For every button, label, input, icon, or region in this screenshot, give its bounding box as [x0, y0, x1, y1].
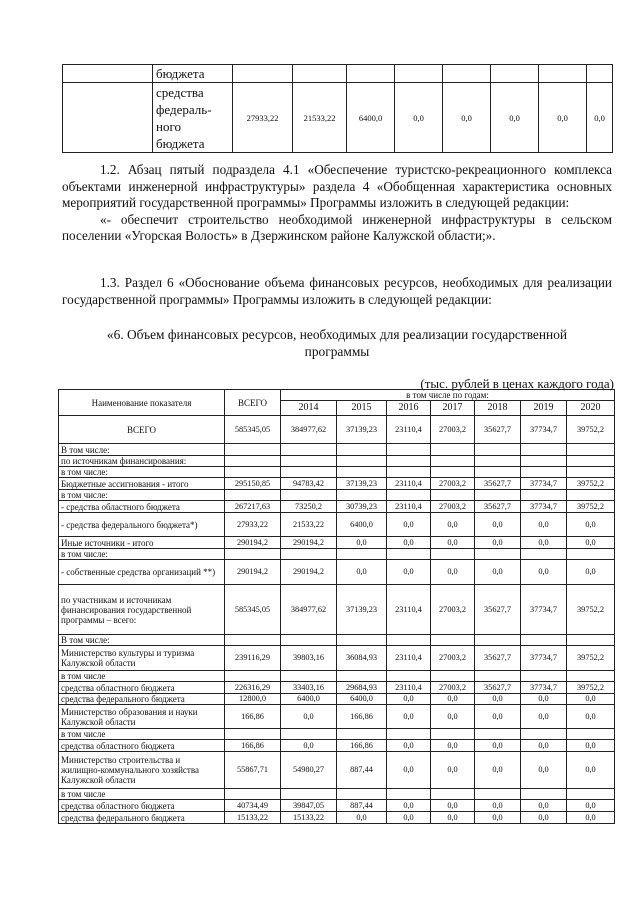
- row-value: [387, 671, 431, 682]
- row-value: 12800,0: [225, 694, 281, 705]
- fragment-row1-label: бюджета: [153, 65, 233, 83]
- table-row: [59, 490, 615, 501]
- row-value: 0,0: [387, 800, 431, 812]
- paragraph-1-2-quote: «- обеспечит строительство необходимой инженерной инфраструктуры в сельском поселении «Угорская Волость» в Дзержинском районе Калужской области;».: [62, 211, 612, 243]
- table-row: [59, 682, 615, 694]
- row-value: 55867,71: [225, 752, 281, 789]
- table-row: [59, 444, 615, 456]
- row-value: 0,0: [337, 537, 387, 549]
- row-value: [521, 789, 567, 800]
- row-value: 295150,85: [225, 478, 281, 490]
- fragment-empty-cell: [63, 65, 153, 83]
- row-value: 0,0: [567, 740, 615, 752]
- row-label: в том числе:: [59, 549, 225, 560]
- row-value: [281, 490, 337, 501]
- row-value: 39752,2: [567, 501, 615, 513]
- row-value: 39752,2: [567, 416, 615, 444]
- row-value: 0,0: [521, 752, 567, 789]
- row-value: 0,0: [567, 537, 615, 549]
- row-label: - собственные средства организаций **): [59, 560, 225, 585]
- table-row: [59, 740, 615, 752]
- row-value: [567, 729, 615, 740]
- row-value: 54980,27: [281, 752, 337, 789]
- row-value: 6400,0: [337, 513, 387, 537]
- row-value: [225, 671, 281, 682]
- row-value: 0,0: [521, 800, 567, 812]
- row-value: [475, 729, 521, 740]
- row-value: 290194,2: [281, 537, 337, 549]
- table-row: [59, 671, 615, 682]
- row-value: [475, 444, 521, 456]
- row-value: 0,0: [521, 513, 567, 537]
- table-row: [59, 560, 615, 585]
- row-value: 0,0: [387, 537, 431, 549]
- header-by-years: в том числе по годам:: [281, 390, 615, 401]
- row-value: [281, 789, 337, 800]
- row-value: 0,0: [337, 812, 387, 824]
- row-value: 290194,2: [225, 537, 281, 549]
- row-value: 23110,4: [387, 682, 431, 694]
- row-value: [387, 635, 431, 646]
- row-value: [225, 456, 281, 467]
- row-value: [387, 456, 431, 467]
- row-value: [281, 444, 337, 456]
- row-value: [567, 549, 615, 560]
- row-value: 0,0: [567, 705, 615, 729]
- row-label: по источникам финансирования:: [59, 456, 225, 467]
- row-value: 166,86: [337, 740, 387, 752]
- row-value: 39752,2: [567, 478, 615, 490]
- header-year: 2014: [281, 401, 337, 416]
- row-value: [567, 789, 615, 800]
- row-value: [225, 789, 281, 800]
- table-row: [59, 800, 615, 812]
- row-value: 0,0: [387, 560, 431, 585]
- row-value: [431, 635, 475, 646]
- fragment-value: 21533,22: [293, 83, 347, 153]
- row-value: [337, 444, 387, 456]
- row-value: 35627,7: [475, 416, 521, 444]
- row-label: в том числе:: [59, 490, 225, 501]
- fragment-value: 0,0: [587, 83, 613, 153]
- table-row: [59, 513, 615, 537]
- row-value: [281, 635, 337, 646]
- row-value: [475, 671, 521, 682]
- row-value: 0,0: [567, 752, 615, 789]
- financing-table-body: [59, 416, 615, 824]
- row-value: 0,0: [567, 560, 615, 585]
- row-value: [567, 444, 615, 456]
- row-value: 384977,62: [281, 585, 337, 635]
- fragment-value: 0,0: [539, 83, 587, 153]
- fragment-value: 0,0: [443, 83, 491, 153]
- row-value: 0,0: [567, 812, 615, 824]
- row-value: 40734,49: [225, 800, 281, 812]
- row-value: 0,0: [567, 513, 615, 537]
- row-label: средства федерального бюджета: [59, 812, 225, 824]
- previous-table-fragment: [62, 64, 613, 153]
- row-value: 27933,22: [225, 513, 281, 537]
- header-year: 2018: [475, 401, 521, 416]
- row-value: 39803,16: [281, 646, 337, 671]
- row-value: [521, 444, 567, 456]
- row-value: 0,0: [475, 537, 521, 549]
- row-value: 0,0: [475, 812, 521, 824]
- fragment-value: 27933,22: [233, 83, 293, 153]
- row-label: Министерство культуры и туризма Калужской области: [59, 646, 225, 671]
- row-value: 27003,2: [431, 646, 475, 671]
- row-value: [567, 467, 615, 478]
- row-value: 0,0: [387, 740, 431, 752]
- row-value: [521, 490, 567, 501]
- fragment-value: 6400,0: [347, 83, 395, 153]
- row-value: 37734,7: [521, 682, 567, 694]
- row-value: 226316,29: [225, 682, 281, 694]
- row-value: 0,0: [475, 800, 521, 812]
- row-value: [431, 444, 475, 456]
- row-value: 0,0: [475, 694, 521, 705]
- row-value: [387, 549, 431, 560]
- row-value: [337, 729, 387, 740]
- row-value: [431, 789, 475, 800]
- row-value: 0,0: [431, 705, 475, 729]
- row-value: 39752,2: [567, 585, 615, 635]
- row-value: 23110,4: [387, 501, 431, 513]
- row-value: 23110,4: [387, 478, 431, 490]
- table-row: [59, 467, 615, 478]
- row-value: 0,0: [431, 812, 475, 824]
- row-label: В том числе:: [59, 635, 225, 646]
- row-value: 23110,4: [387, 585, 431, 635]
- row-label: средства областного бюджета: [59, 682, 225, 694]
- row-value: 0,0: [387, 705, 431, 729]
- section-heading-line2: программы: [304, 344, 370, 359]
- row-value: [225, 549, 281, 560]
- row-value: 29684,93: [337, 682, 387, 694]
- row-value: 166,86: [225, 705, 281, 729]
- row-value: [431, 671, 475, 682]
- row-label: В том числе:: [59, 444, 225, 456]
- row-value: 0,0: [431, 537, 475, 549]
- row-value: 27003,2: [431, 416, 475, 444]
- row-value: 37139,23: [337, 416, 387, 444]
- row-value: 6400,0: [337, 694, 387, 705]
- row-value: 35627,7: [475, 682, 521, 694]
- row-value: 0,0: [475, 513, 521, 537]
- row-value: 37734,7: [521, 646, 567, 671]
- header-year: 2019: [521, 401, 567, 416]
- table-row: [59, 752, 615, 789]
- table-row: [59, 729, 615, 740]
- row-value: [225, 467, 281, 478]
- row-label: в том числе: [59, 671, 225, 682]
- row-value: 384977,62: [281, 416, 337, 444]
- row-value: [521, 671, 567, 682]
- paragraph-1-2: 1.2. Абзац пятый подраздела 4.1 «Обеспечение туристско-рекреационного комплекса объектами инженерной инфраструктуры» раздела 4 «Обобщенная характеристика основных мероприятий государственной программы» Программы изложить в следующей редакции:: [62, 162, 612, 210]
- paragraph-1-3: 1.3. Раздел 6 «Обоснование объема финансовых ресурсов, необходимых для реализации государственной программы» Программы изложить в следующей редакции:: [62, 275, 612, 307]
- row-value: [281, 729, 337, 740]
- row-label: Иные источники - итого: [59, 537, 225, 549]
- row-label: - средства федерального бюджета*): [59, 513, 225, 537]
- row-value: 0,0: [521, 812, 567, 824]
- table-row: [59, 456, 615, 467]
- row-label: Бюджетные ассигнования - итого: [59, 478, 225, 490]
- row-value: [281, 671, 337, 682]
- row-value: [337, 467, 387, 478]
- row-value: 0,0: [431, 752, 475, 789]
- table-row: [59, 789, 615, 800]
- row-value: 0,0: [431, 560, 475, 585]
- row-value: 0,0: [567, 800, 615, 812]
- row-value: 27003,2: [431, 478, 475, 490]
- row-value: 37139,23: [337, 585, 387, 635]
- row-label: в том числе: [59, 729, 225, 740]
- header-year: 2020: [567, 401, 615, 416]
- row-value: 37734,7: [521, 501, 567, 513]
- row-value: [281, 456, 337, 467]
- table-row: [59, 537, 615, 549]
- row-value: 0,0: [521, 705, 567, 729]
- row-value: [475, 789, 521, 800]
- fragment-empty-cell: [63, 83, 153, 153]
- row-value: [431, 729, 475, 740]
- row-value: 166,86: [337, 705, 387, 729]
- row-label: средства областного бюджета: [59, 740, 225, 752]
- row-value: 36084,93: [337, 646, 387, 671]
- row-value: 21533,22: [281, 513, 337, 537]
- row-value: 37139,23: [337, 478, 387, 490]
- row-value: 39847,05: [281, 800, 337, 812]
- row-value: 23110,4: [387, 416, 431, 444]
- row-value: [337, 549, 387, 560]
- table-row: [59, 635, 615, 646]
- row-value: [521, 635, 567, 646]
- row-label: в том числе: [59, 789, 225, 800]
- row-value: [337, 789, 387, 800]
- row-label: - средства областного бюджета: [59, 501, 225, 513]
- row-value: 39752,2: [567, 682, 615, 694]
- row-value: [567, 635, 615, 646]
- header-total: ВСЕГО: [225, 390, 281, 416]
- row-value: [521, 467, 567, 478]
- row-value: [475, 549, 521, 560]
- row-value: 0,0: [281, 705, 337, 729]
- table-row: [59, 478, 615, 490]
- row-value: [337, 456, 387, 467]
- row-value: 6400,0: [281, 694, 337, 705]
- row-label: средства федерального бюджета: [59, 694, 225, 705]
- row-value: 23110,4: [387, 646, 431, 671]
- row-value: [337, 671, 387, 682]
- fragment-value: 0,0: [395, 83, 443, 153]
- row-value: 239116,29: [225, 646, 281, 671]
- row-value: 0,0: [567, 694, 615, 705]
- row-label: Министерство строительства и жилищно-коммунального хозяйства Калужской области: [59, 752, 225, 789]
- table-row: [59, 585, 615, 635]
- row-label: Министерство образования и науки Калужской области: [59, 705, 225, 729]
- row-value: 0,0: [337, 560, 387, 585]
- row-value: [281, 467, 337, 478]
- row-value: 27003,2: [431, 501, 475, 513]
- row-value: [387, 789, 431, 800]
- row-value: [225, 635, 281, 646]
- row-value: 0,0: [521, 740, 567, 752]
- row-value: [567, 456, 615, 467]
- row-value: [521, 549, 567, 560]
- row-value: [431, 490, 475, 501]
- row-value: 35627,7: [475, 478, 521, 490]
- row-value: 0,0: [431, 740, 475, 752]
- header-year: 2015: [337, 401, 387, 416]
- row-value: 0,0: [387, 752, 431, 789]
- row-value: [475, 635, 521, 646]
- row-value: [225, 444, 281, 456]
- row-value: 94783,42: [281, 478, 337, 490]
- row-label: ВСЕГО: [59, 416, 225, 444]
- units-note: (тыс. рублей в ценах каждого года): [420, 376, 614, 391]
- table-row: [59, 646, 615, 671]
- table-row: [59, 812, 615, 824]
- row-value: 0,0: [431, 513, 475, 537]
- row-value: 37734,7: [521, 585, 567, 635]
- row-label: по участникам и источникам финансирования государственной программы – всего:: [59, 585, 225, 635]
- row-value: 37734,7: [521, 416, 567, 444]
- fragment-value: 0,0: [491, 83, 539, 153]
- row-value: 290194,2: [225, 560, 281, 585]
- row-value: [521, 729, 567, 740]
- row-value: 0,0: [431, 800, 475, 812]
- row-label: в том числе:: [59, 467, 225, 478]
- row-value: 0,0: [387, 694, 431, 705]
- table-row: [59, 694, 615, 705]
- row-value: 15133,22: [225, 812, 281, 824]
- row-value: 39752,2: [567, 646, 615, 671]
- row-value: [387, 467, 431, 478]
- row-value: [475, 490, 521, 501]
- row-value: [225, 490, 281, 501]
- row-value: [387, 490, 431, 501]
- row-value: 585345,05: [225, 585, 281, 635]
- table-row: [59, 549, 615, 560]
- row-value: [431, 467, 475, 478]
- section-heading: [62, 326, 612, 360]
- row-value: [337, 635, 387, 646]
- paragraph-1-2-block: [62, 162, 612, 245]
- row-value: [567, 671, 615, 682]
- header-year: 2016: [387, 401, 431, 416]
- row-value: 27003,2: [431, 682, 475, 694]
- row-value: [337, 490, 387, 501]
- row-value: 35627,7: [475, 646, 521, 671]
- row-value: [387, 729, 431, 740]
- table-row: [59, 416, 615, 444]
- row-value: 0,0: [521, 560, 567, 585]
- row-value: 27003,2: [431, 585, 475, 635]
- section-heading-line1: «6. Объем финансовых ресурсов, необходимых для реализации государственной: [106, 327, 568, 342]
- table-row: [59, 705, 615, 729]
- row-value: 0,0: [387, 513, 431, 537]
- fragment-row2-label: средства федераль- ного бюджета: [153, 83, 233, 153]
- paragraph-1-3-block: [62, 275, 612, 308]
- row-value: 887,44: [337, 800, 387, 812]
- row-value: [281, 549, 337, 560]
- row-value: [387, 444, 431, 456]
- row-value: 0,0: [431, 694, 475, 705]
- header-indicator: Наименование показателя: [59, 390, 225, 416]
- row-value: 585345,05: [225, 416, 281, 444]
- row-value: 0,0: [475, 740, 521, 752]
- row-value: 0,0: [281, 740, 337, 752]
- row-value: 0,0: [387, 812, 431, 824]
- row-value: 35627,7: [475, 501, 521, 513]
- row-value: 0,0: [475, 705, 521, 729]
- row-value: 37734,7: [521, 478, 567, 490]
- row-value: 0,0: [475, 752, 521, 789]
- table-row: [59, 501, 615, 513]
- row-value: [475, 467, 521, 478]
- row-value: [521, 456, 567, 467]
- row-label: средства областного бюджета: [59, 800, 225, 812]
- row-value: 35627,7: [475, 585, 521, 635]
- row-value: 290194,2: [281, 560, 337, 585]
- row-value: [475, 456, 521, 467]
- row-value: 73250,2: [281, 501, 337, 513]
- row-value: [567, 490, 615, 501]
- row-value: 33403,16: [281, 682, 337, 694]
- financing-table: [58, 389, 615, 824]
- row-value: 267217,63: [225, 501, 281, 513]
- row-value: 166,86: [225, 740, 281, 752]
- row-value: 0,0: [521, 694, 567, 705]
- header-year: 2017: [431, 401, 475, 416]
- row-value: 0,0: [521, 537, 567, 549]
- row-value: 30739,23: [337, 501, 387, 513]
- row-value: [431, 456, 475, 467]
- row-value: 887,44: [337, 752, 387, 789]
- row-value: 0,0: [475, 560, 521, 585]
- row-value: 15133,22: [281, 812, 337, 824]
- row-value: [431, 549, 475, 560]
- row-value: [225, 729, 281, 740]
